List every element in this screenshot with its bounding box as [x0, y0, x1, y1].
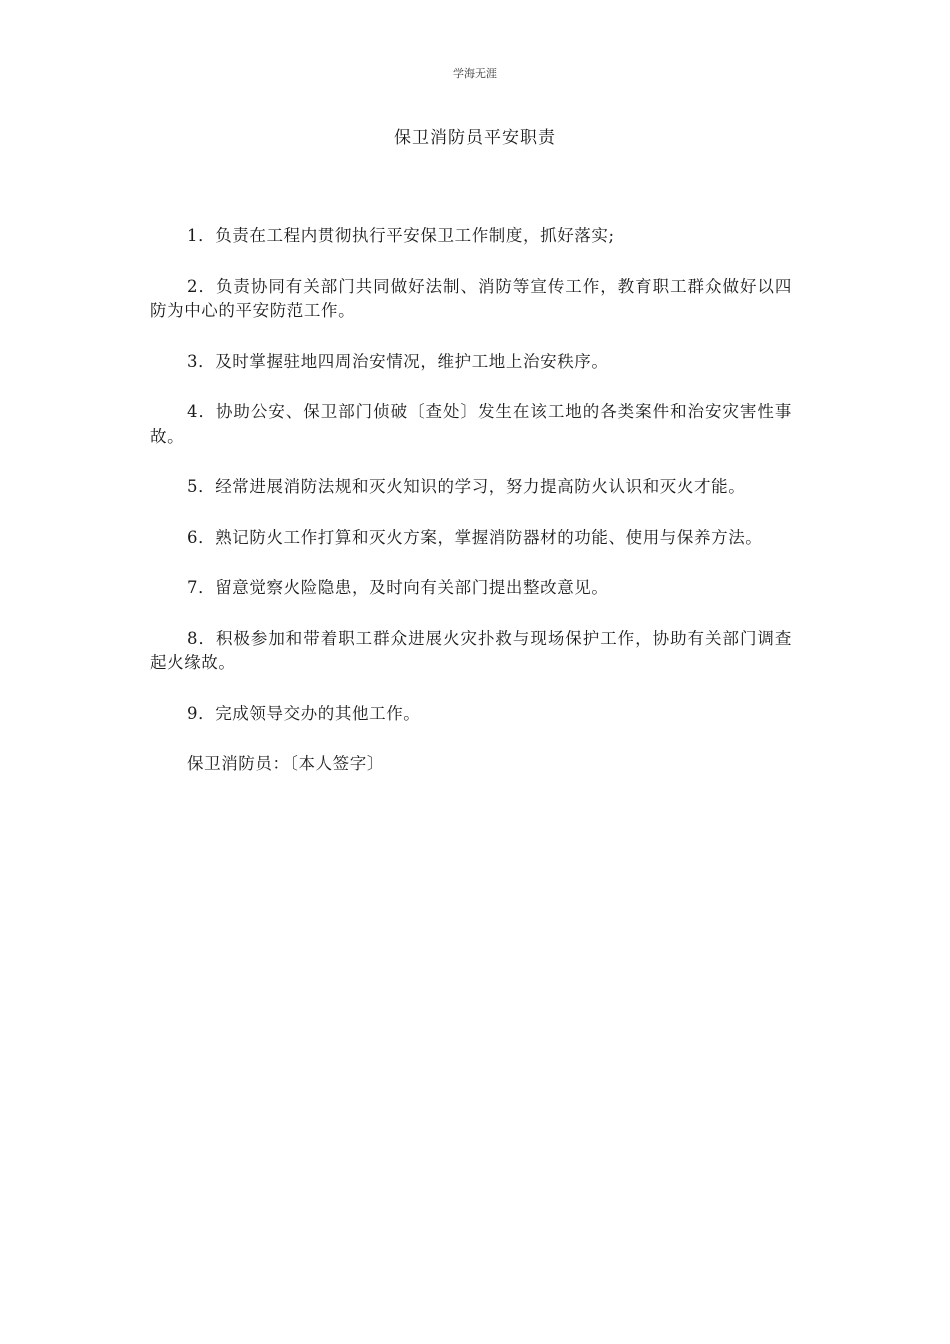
duty-item-text: 负责在工程内贯彻执行平安保卫工作制度，抓好落实;: [215, 226, 615, 245]
duty-item-number: 8．: [187, 628, 216, 648]
duty-item-8: [150, 627, 792, 676]
duty-item-5: [150, 475, 792, 500]
duty-item-number: 1．: [187, 226, 216, 245]
duty-item-2: [150, 275, 792, 324]
duty-item-number: 3．: [187, 351, 216, 371]
duty-item-4: [150, 400, 792, 449]
duty-item-number: 9．: [187, 703, 216, 723]
duty-item-3: [150, 350, 792, 375]
duty-item-9: [150, 702, 792, 727]
duty-item-text: 经常进展消防法规和灭火知识的学习，努力提高防火认识和灭火才能。: [215, 477, 746, 496]
duty-item-6: [150, 526, 792, 551]
duty-item-text: 完成领导交办的其他工作。: [215, 703, 421, 723]
duty-item-number: 4．: [187, 402, 216, 421]
duty-item-text: 积极参加和带着职工群众进展火灾扑救与现场保护工作，协助有关部门调查起火缘故。: [150, 628, 792, 672]
document-title: 保卫消防员平安职责: [394, 128, 556, 148]
duty-item-number: 5．: [187, 477, 216, 496]
duty-item-text: 熟记防火工作打算和灭火方案，掌握消防器材的功能、使用与保养方法。: [215, 527, 763, 547]
duty-item-number: 7．: [187, 578, 216, 597]
signature-line: 保卫消防员：〔本人签字〕: [187, 754, 384, 773]
duty-item-1: [150, 224, 792, 249]
duty-item-text: 协助公安、保卫部门侦破〔查处〕发生在该工地的各类案件和治安灾害性事故。: [150, 402, 792, 446]
duty-item-7: [150, 576, 792, 601]
document-body: [150, 224, 792, 777]
duty-item-text: 及时掌握驻地四周治安情况，维护工地上治安秩序。: [215, 351, 609, 371]
page-header: 学海无涯: [453, 67, 497, 80]
duty-item-text: 负责协同有关部门共同做好法制、消防等宣传工作，教育职工群众做好以四防为中心的平安防范工作。: [150, 276, 792, 320]
duty-item-text: 留意觉察火险隐患，及时向有关部门提出整改意见。: [215, 578, 609, 597]
duty-item-number: 6．: [187, 527, 216, 547]
duty-item-number: 2．: [187, 276, 216, 296]
